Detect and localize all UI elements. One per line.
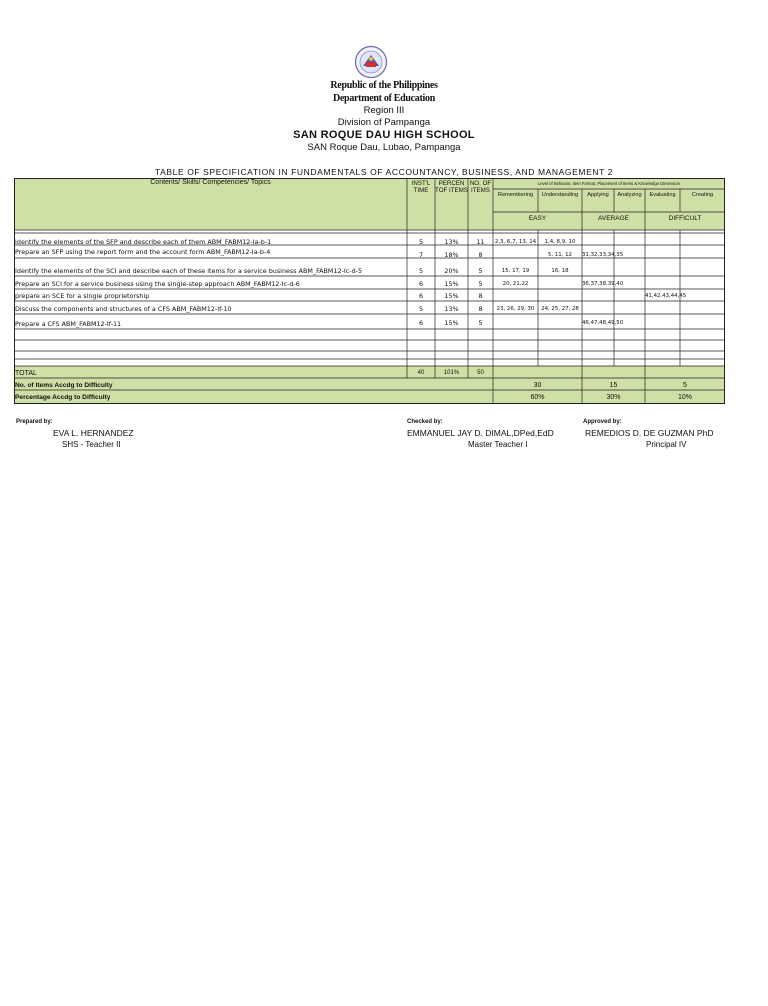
row-3-topic: Identify the elements of the SCI and describe each of these items for a service business ABM_FABM12-Ic-d-5 <box>15 267 363 275</box>
prepared-by-role: SHS - Teacher II <box>62 440 121 449</box>
row-4-topic: Prepare an SCI for a service business using the single-step approach ABM_FABM12-Ic-d-6 <box>15 280 300 288</box>
header-average: AVERAGE <box>598 215 629 222</box>
row-3-remembering: 15, 17, 19 <box>501 268 530 274</box>
row-5-percent: 15% <box>444 292 459 300</box>
header-time: INST'L TIME <box>411 180 431 194</box>
row-7-topic: Prepare a CFS ABM_FABM12-If-11 <box>15 320 122 328</box>
row-1-items: 11 <box>476 238 485 246</box>
row-2-understanding: 5, 11, 12 <box>547 252 572 258</box>
row-2-items: 8 <box>478 251 483 259</box>
row-5-items: 8 <box>478 292 483 300</box>
difficulty-count-average: 15 <box>609 382 618 389</box>
row-2-time: 7 <box>418 251 424 259</box>
checked-by-role: Master Teacher I <box>468 440 528 449</box>
approved-by-label: Approved by: <box>583 419 622 425</box>
difficulty-pct-label: Percentage Accdg to Difficulty <box>15 394 111 401</box>
row-1-remembering: 2,3, 6,7, 13, 14 <box>494 239 537 245</box>
republic-line: Republic of the Philippines <box>330 80 438 91</box>
approved-by-role: Principal IV <box>646 440 687 449</box>
row-6-time: 5 <box>418 305 424 313</box>
row-1-percent: 13% <box>444 238 459 246</box>
difficulty-pct-easy: 60% <box>530 394 545 401</box>
row-4-applying: 36,37,38,39,40 <box>582 281 624 287</box>
header-creating: Creating <box>691 192 714 198</box>
table-grid-lines <box>14 178 725 404</box>
row-3-time: 5 <box>418 267 424 275</box>
row-6-items: 8 <box>478 305 483 313</box>
header-level: Level of Behavior, Item Format, Placement of Items & Knowledge Dimension <box>538 181 680 186</box>
header-easy: EASY <box>528 215 547 222</box>
department-line: Department of Education <box>333 93 435 104</box>
row-2-topic: Prepare an SFP using the report form and the account form ABM_FABM12-Ia-b-4 <box>15 248 271 256</box>
school-address: SAN Roque Dau, Lubao, Pampanga <box>307 142 461 153</box>
difficulty-count-difficult: 5 <box>683 382 687 389</box>
row-4-time: 6 <box>418 280 424 288</box>
header-percent: PERCEN TOF ITEMS <box>435 180 468 194</box>
row-7-time: 6 <box>418 319 424 327</box>
row-7-applying: 46,47,48,49,50 <box>582 320 624 326</box>
row-3-items: 5 <box>478 267 483 275</box>
deped-seal-icon <box>349 45 393 79</box>
total-label: TOTAL <box>15 370 37 377</box>
header-difficult: DIFFICULT <box>668 215 702 222</box>
checked-by-name: EMMANUEL JAY D. DIMAL,DPed,EdD <box>407 428 554 438</box>
difficulty-pct-average: 30% <box>606 394 621 401</box>
row-4-percent: 15% <box>444 280 459 288</box>
header-analyzing: Analyzing <box>617 192 642 198</box>
row-7-percent: 15% <box>444 319 459 327</box>
tos-title: TABLE OF SPECIFICATION IN FUNDAMENTALS OF ACCOUNTANCY, BUSINESS, AND MANAGEMENT 2 <box>154 167 614 177</box>
total-percent: 101% <box>443 370 460 376</box>
approved-by-name: REMEDIOS D. DE GUZMAN PhD <box>585 428 714 438</box>
difficulty-count-easy: 30 <box>533 382 542 389</box>
row-6-topic: Discuss the components and structures of a CFS ABM_FABM12-If-10 <box>15 305 232 313</box>
difficulty-pct-difficult: 10% <box>677 394 692 401</box>
region-line: Region III <box>363 105 405 116</box>
header-evaluating: Evaluating <box>649 192 676 198</box>
total-time: 40 <box>417 370 425 376</box>
school-name: SAN ROQUE DAU HIGH SCHOOL <box>293 129 475 141</box>
header-items: NO. OF ITEMS <box>469 180 492 194</box>
prepared-by-label: Prepared by: <box>16 419 53 425</box>
row-6-percent: 13% <box>444 305 459 313</box>
row-6-understanding: 24, 25, 27, 28 <box>541 306 579 312</box>
header-topics: Contents/ Skills/ Competencies/ Topics <box>150 179 271 186</box>
header-understanding: Understanding <box>541 192 579 198</box>
row-4-remembering: 20, 21,22 <box>502 281 529 287</box>
row-5-time: 6 <box>418 292 424 300</box>
row-5-topic: prepare an SCE for a single proprietorship <box>15 292 150 300</box>
checked-by-label: Checked by: <box>407 419 443 425</box>
row-3-understanding: 16, 18 <box>551 268 569 274</box>
division-line: Division of Pampanga <box>337 117 431 128</box>
difficulty-count-label: No. of Items Accdg to Difficulty <box>15 382 113 389</box>
row-2-percent: 18% <box>444 251 459 259</box>
specification-table <box>14 178 725 404</box>
header-remembering: Remembering <box>497 192 534 198</box>
row-1-topic: Identify the elements of the SFP and describe each of them ABM_FABM12-Ia-b-1 <box>15 238 272 246</box>
row-6-remembering: 23, 26, 29, 30 <box>496 306 535 312</box>
row-5-evaluating: 41,42,43,44,45 <box>645 293 687 299</box>
header-applying: Applying <box>587 192 609 198</box>
row-3-percent: 20% <box>444 267 459 275</box>
prepared-by-name: EVA L. HERNANDEZ <box>53 428 134 438</box>
row-1-time: 5 <box>418 238 424 246</box>
row-2-applying: 31,32,33,34,35 <box>582 252 624 258</box>
total-items: 50 <box>477 370 484 376</box>
row-1-understanding: 1,4, 8,9, 10 <box>544 239 576 245</box>
row-4-items: 5 <box>478 280 483 288</box>
row-7-items: 5 <box>478 319 483 327</box>
